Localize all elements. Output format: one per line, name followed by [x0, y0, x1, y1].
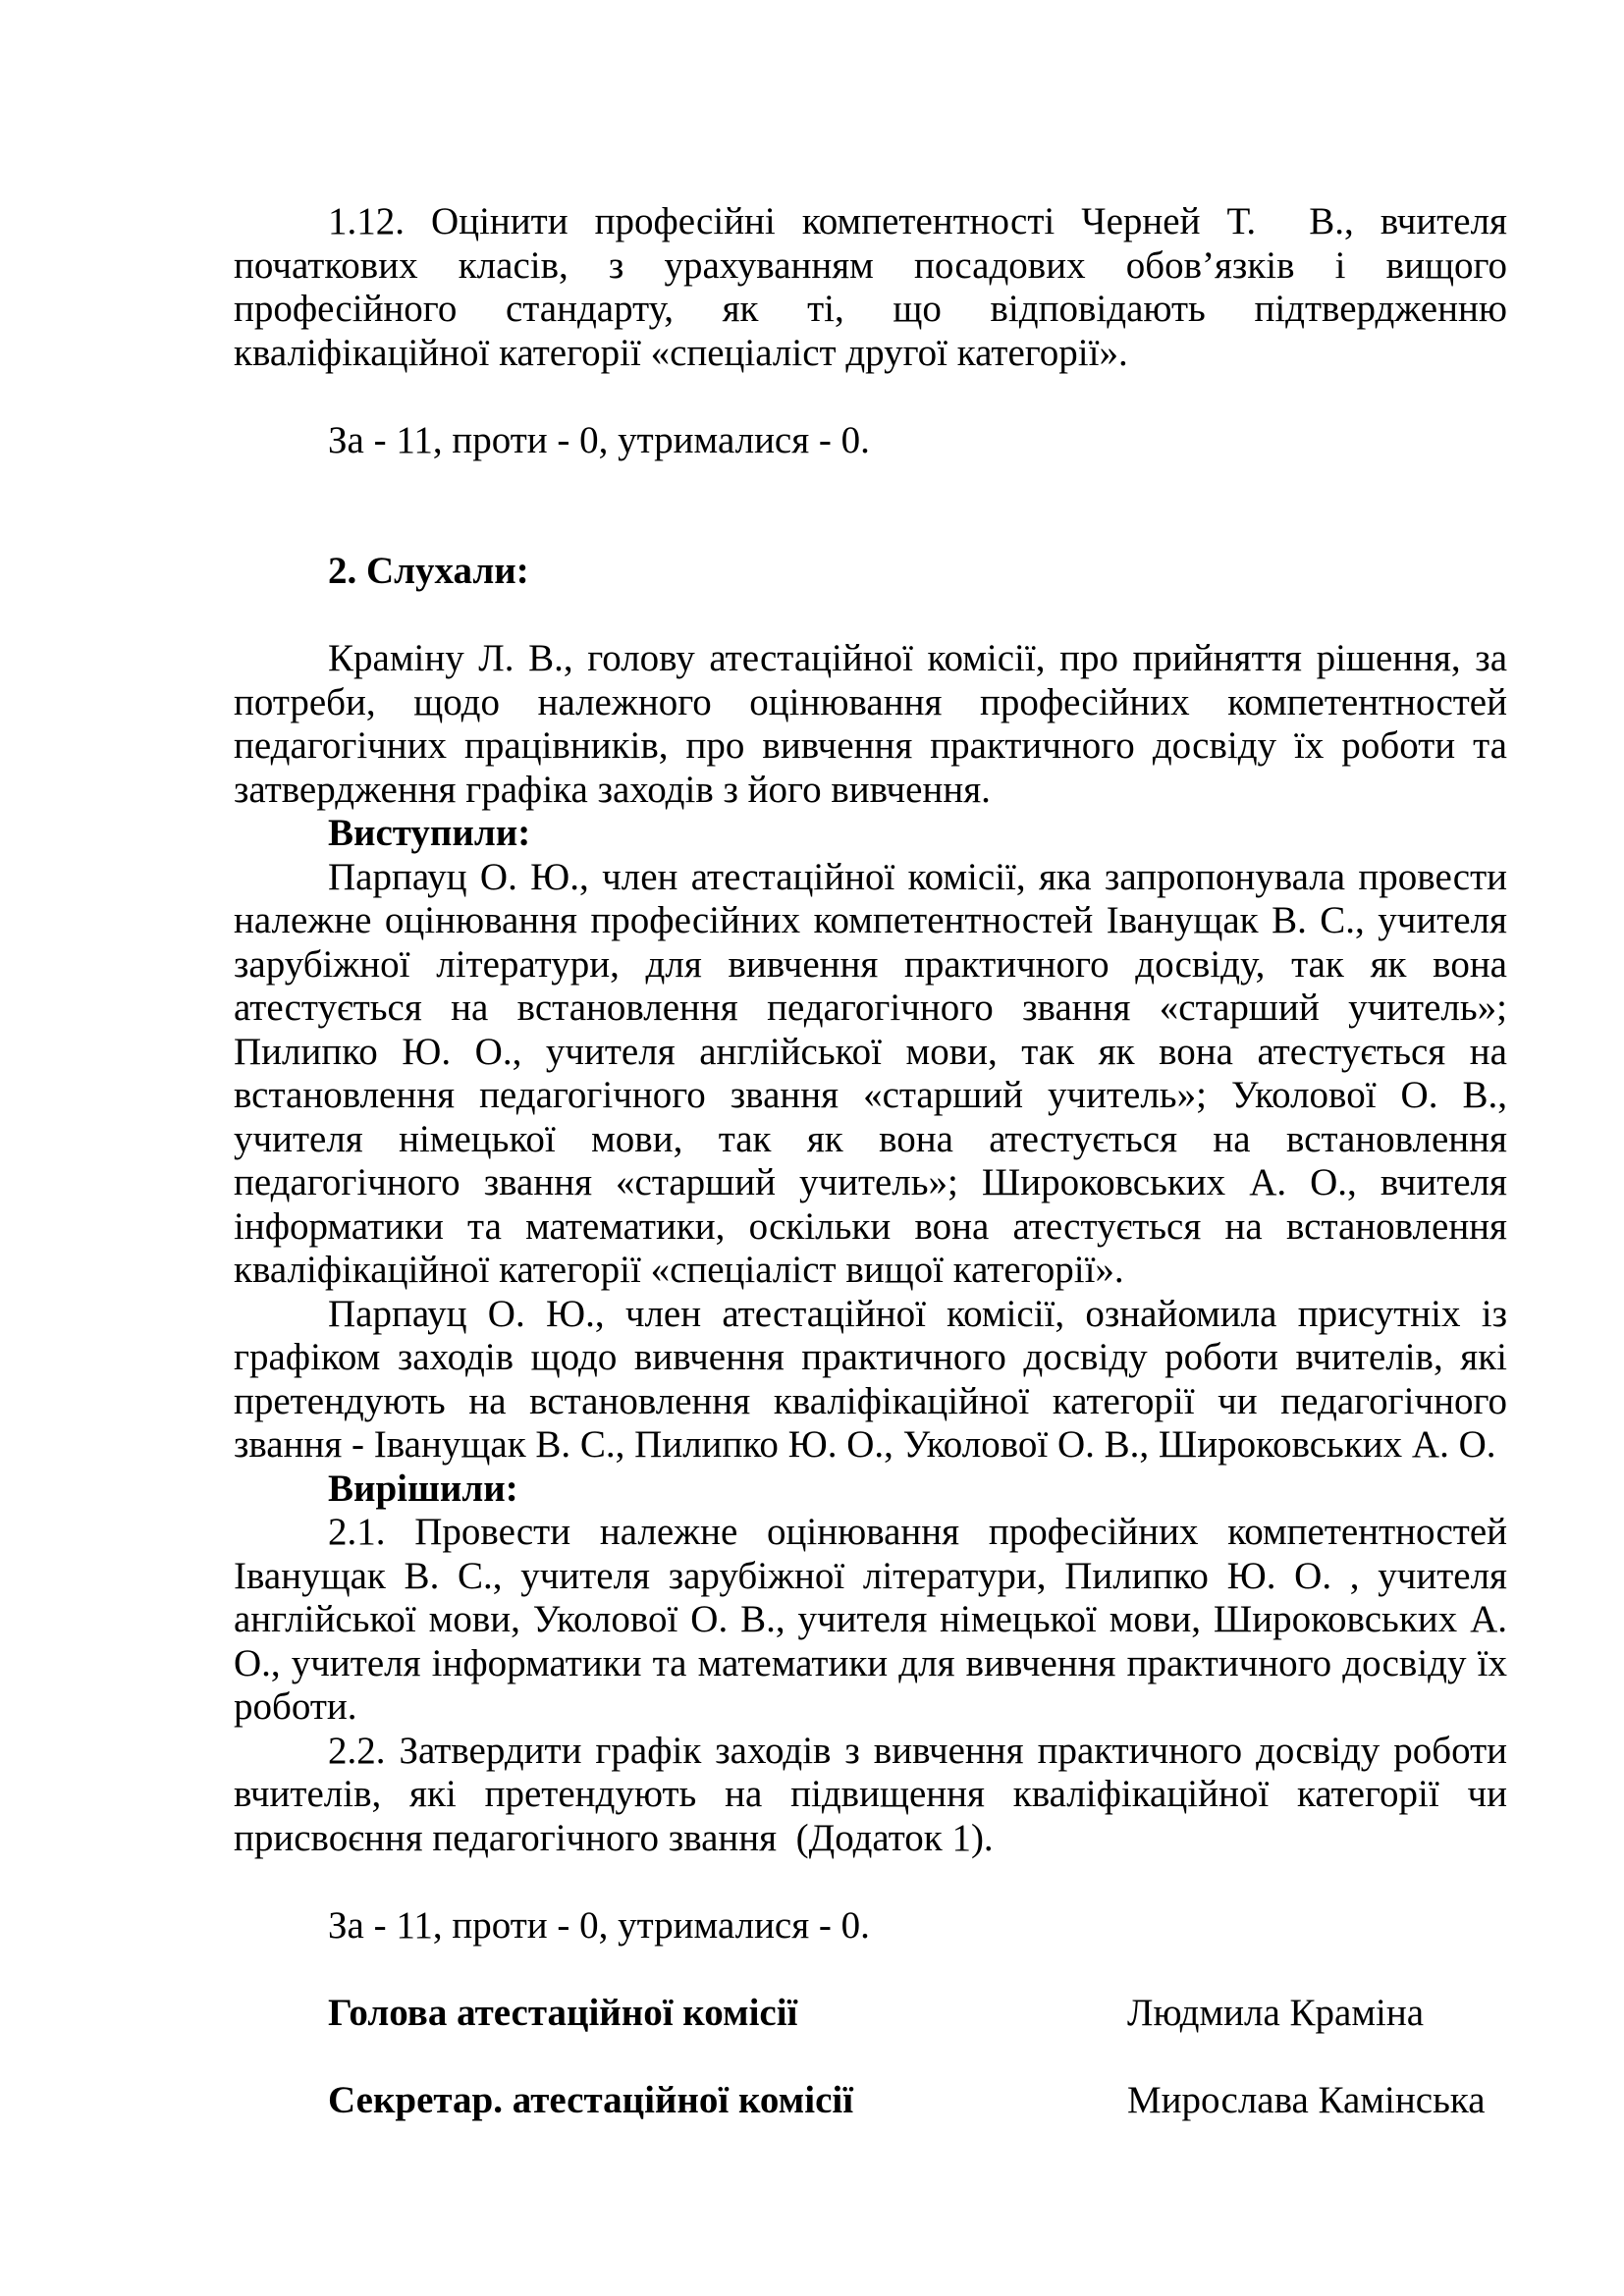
text-line: педагогічного звання «старший учитель»; Широковських А. О., вчителя	[234, 1161, 1507, 1203]
vote-result-2	[234, 1904, 1507, 1949]
text-line: зарубіжної літератури, для вивчення практичного досвіду, так як вона	[234, 942, 1507, 986]
text-line: інформатики та математики, оскільки вона атестується на встановлення	[234, 1204, 1507, 1248]
text-line: Парпауц О. Ю., член атестаційної комісії, ознайомила присутніх із	[328, 1292, 1507, 1335]
text-line: присвоєння педагогічного звання (Додаток 1).	[234, 1816, 994, 1859]
blank-line	[234, 1948, 1507, 1992]
blank-line	[234, 594, 1507, 638]
heading-line: Виступили:	[328, 812, 531, 854]
heading-slukhaly	[234, 550, 1507, 594]
signature-secretary-label: Секретар. атестаційної комісії	[328, 2078, 854, 2121]
text-line: претендують на встановлення кваліфікаційної категорії чи педагогічного	[234, 1379, 1507, 1422]
text-line: вчителів, які претендують на підвищення кваліфікаційної категорії чи	[234, 1773, 1507, 1815]
para-kraminu	[234, 637, 1507, 812]
text-line: За - 11, проти - 0, утрималися - 0.	[328, 1903, 870, 1947]
blank-line	[234, 1860, 1507, 1904]
text-line: За - 11, проти - 0, утрималися - 0.	[328, 418, 870, 461]
text-line: звання - Іванущак В. С., Пилипко Ю. О., Уколової О. В., Широковських А. О.	[234, 1423, 1496, 1466]
signature-secretary-signer-name: Мирослава Камінська	[1127, 2078, 1486, 2121]
text-line: Іванущак В. С., учителя зарубіжної літератури, Пилипко Ю. О. , учителя	[234, 1554, 1507, 1597]
text-line: кваліфікаційної категорії «спеціаліст вищої категорії».	[234, 1249, 1124, 1291]
heading-line: Вирішили:	[328, 1467, 518, 1510]
blank-line	[234, 375, 1507, 419]
text-line: 1.12. Оцінити професійні компетентності Черней Т. В., вчителя	[328, 200, 1507, 242]
text-line: професійного стандарту, як ті, що відповідають підтвердженню	[234, 288, 1507, 330]
text-line: встановлення педагогічного звання «старший учитель»; Уколової О. В.,	[234, 1074, 1507, 1116]
text-line: Пилипко Ю. О., учителя англійської мови, так як вона атестується на	[234, 1030, 1507, 1073]
text-line: О., учителя інформатики та математики для вивчення практичного досвіду їх	[234, 1641, 1507, 1684]
blank-line	[234, 2035, 1507, 2079]
subheading-vyrishyly	[234, 1468, 1507, 1512]
text-line: Краміну Л. В., голову атестаційної комісії, про прийняття рішення, за	[328, 637, 1507, 679]
para-parpauts-schedule	[234, 1293, 1507, 1468]
heading-line: 2. Слухали:	[328, 550, 529, 592]
subheading-vystupyly	[234, 812, 1507, 856]
text-line: графіком заходів щодо вивчення практичного досвіду роботи вчителів, які	[234, 1336, 1507, 1378]
vote-result-1	[234, 419, 1507, 463]
blank-line	[234, 462, 1507, 550]
text-line: кваліфікаційної категорії «спеціаліст другої категорії».	[234, 331, 1128, 374]
text-line: потреби, щодо належного оцінювання професійних компетентностей	[234, 680, 1507, 723]
signature-secretary	[234, 2079, 1507, 2123]
clause-1-12	[234, 200, 1507, 375]
text-line: затвердження графіка заходів з його вивчення.	[234, 768, 991, 811]
text-line: Парпауц О. Ю., член атестаційної комісії, яка запропонувала провести	[328, 855, 1507, 898]
text-line: 2.2. Затвердити графік заходів з вивчення практичного досвіду роботи	[328, 1729, 1507, 1772]
para-parpauts-proposal	[234, 856, 1507, 1293]
text-line: 2.1. Провести належне оцінювання професійних компетентностей	[328, 1511, 1507, 1553]
signature-head	[234, 1992, 1507, 2036]
text-line: англійської мови, Уколової О. В., учителя німецької мови, Широковських А.	[234, 1598, 1507, 1640]
signature-head-label: Голова атестаційної комісії	[328, 1991, 798, 2034]
clause-2-2	[234, 1730, 1507, 1861]
text-line: належне оцінювання професійних компетентностей Іванущак В. С., учителя	[234, 899, 1507, 941]
text-line: початкових класів, з урахуванням посадових обов’язків і вищого	[234, 243, 1507, 287]
text-line: учителя німецької мови, так як вона атестується на встановлення	[234, 1117, 1507, 1160]
text-line: роботи.	[234, 1685, 357, 1728]
signature-head-signer-name: Людмила Краміна	[1127, 1991, 1425, 2034]
text-line: педагогічних працівників, про вивчення практичного досвіду їх роботи та	[234, 724, 1507, 767]
clause-2-1	[234, 1511, 1507, 1730]
text-line: атестується на встановлення педагогічного звання «старший учитель»;	[234, 987, 1507, 1029]
